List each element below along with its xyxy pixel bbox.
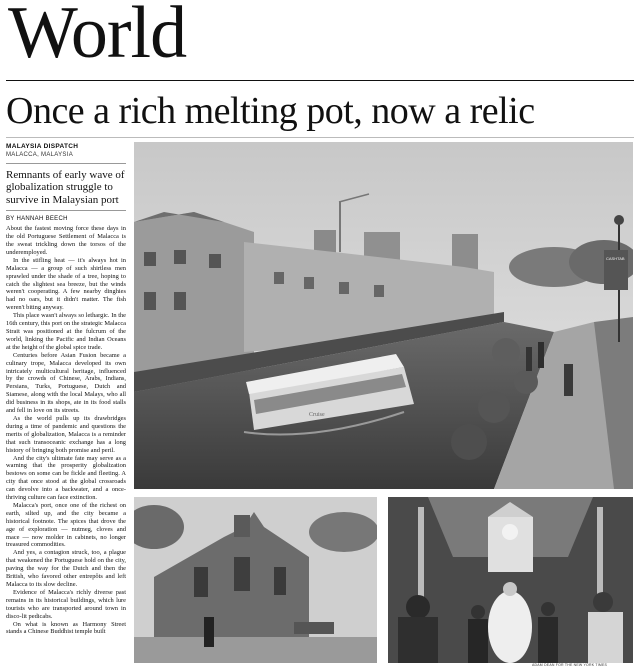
divider xyxy=(6,163,126,164)
article-paragraph: Evidence of Malacca's richly diverse past remains in its historical buildings, which lure tourists who are transported around town in disco-lit pedicabs. xyxy=(6,588,126,620)
article-body xyxy=(6,225,126,636)
article-paragraph: Centuries before Asian Fusion became a culinary trope, Malacca developed its own intricately multicultural heritage, influenced by the crowds of Chinese, Arabs, Indians, Persians, Turks, Portuguese, Dutch and Siamese, along with the local Malays, who all did business in its shops, ate in its food stalls and fell in love on its streets. xyxy=(6,351,126,415)
byline: BY HANNAH BEECH xyxy=(6,216,68,223)
photo-river xyxy=(134,142,633,489)
photo-credit: ADAM DEAN FOR THE NEW YORK TIMES xyxy=(532,663,608,667)
article-paragraph: As the world pulls up its drawbridges during a time of pandemic and questions the merits of globalization, Malacca is a reminder that such transoceanic exchange has a long history of bringing both promise and peril. xyxy=(6,414,126,454)
article-paragraph: Malacca's port, once one of the richest on earth, silted up, and the city became a historical footnote. The spices that drove the age of exploration — nutmeg, cloves and mace — now molder in cabinets, no longer treasured commodities. xyxy=(6,501,126,549)
ruins-illustration xyxy=(134,497,377,663)
river-scene-illustration xyxy=(134,142,633,489)
deck: Remnants of early wave of globalization struggle to survive in Malaysian port xyxy=(6,169,125,206)
photo-ruins xyxy=(134,497,377,663)
article-paragraph: About the fastest moving force these days in the old Portuguese Settlement of Malacca is the sweat trickling down the torsos of the underemployed. xyxy=(6,225,126,256)
kicker: MALAYSIA DISPATCH xyxy=(6,143,79,150)
article-column xyxy=(6,143,126,636)
article-paragraph: This place wasn't always so lethargic. In the 16th century, this port on the strategic Malacca Strait was positioned at the fulcrum of the world, linking the Pacific and Indian Oceans at the height of the global spice trade. xyxy=(6,312,126,351)
boat-name: Cruise xyxy=(309,412,325,418)
article-paragraph: On what is known as Harmony Street stands a Chinese Buddhist temple built xyxy=(6,620,126,636)
dateline: MALACCA, MALAYSIA xyxy=(6,152,74,158)
divider xyxy=(6,210,126,211)
photo-church xyxy=(388,497,633,663)
article-paragraph: And the city's ultimate fate may serve as a warning that the prosperity globalization bestows on some can be fickle and fleeting. A city that once stood at the global crossroads can devolve into a backwater, and a once-thriving culture can face extinction. xyxy=(6,454,126,502)
headline-rule xyxy=(6,137,634,138)
article-paragraph: And yes, a contagion struck, too, a plague that weakened the Portuguese hold on the city, paving the way for the Dutch and then the British, who favored other entrepôts and left Malacca to its slow decline. xyxy=(6,549,126,588)
shop-sign: CASHTAB xyxy=(606,256,625,261)
headline: Once a rich melting pot, now a relic xyxy=(6,90,535,132)
section-rule xyxy=(6,80,634,81)
article-paragraph: In the stifling heat — it's always hot in Malacca — a group of such shirtless men sprawled under the shade of a tree, hoping to catch the slightest sea breeze, but the winds weren't cooperating. A few nearby dinghies had no oars, but it didn't matter. The fish weren't biting anyway. xyxy=(6,256,126,312)
church-interior-illustration xyxy=(388,497,633,663)
section-title: World xyxy=(8,0,187,74)
